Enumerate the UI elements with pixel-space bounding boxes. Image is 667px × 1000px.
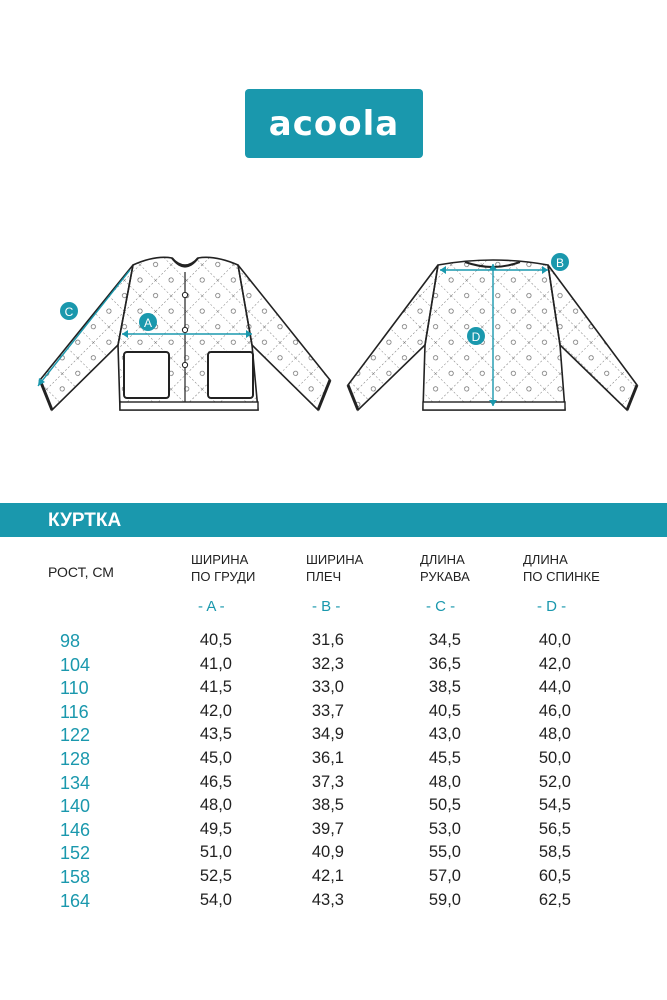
measure-a-value: 52,5	[199, 867, 232, 885]
table-row	[0, 773, 667, 797]
measure-c-value: 55,0	[428, 843, 461, 862]
measure-c-value: 59,0	[428, 890, 461, 909]
marker-c	[60, 302, 78, 320]
svg-text:B: B	[555, 256, 565, 270]
table-row	[0, 796, 667, 820]
letter-b: - B -	[312, 598, 341, 615]
jacket-back	[348, 260, 637, 410]
measure-c-value: 50,5	[428, 796, 461, 815]
title-bar	[0, 503, 667, 537]
measure-a-value: 46,5	[199, 772, 232, 791]
measure-d-value: 42,0	[538, 654, 571, 673]
measure-c-value: 43,0	[428, 725, 461, 744]
height-value: 104	[60, 654, 91, 675]
height-value: 98	[60, 631, 81, 651]
height-value: 146	[60, 819, 91, 840]
measure-d-value: 48,0	[538, 725, 571, 744]
measure-c-value: 34,5	[428, 631, 461, 649]
letter-d: - D -	[537, 598, 567, 615]
height-value: 128	[60, 749, 91, 769]
header-back: ДЛИНА ПО СПИНКЕ	[523, 552, 600, 584]
measure-c-value: 48,0	[428, 772, 461, 791]
measure-d-value: 44,0	[538, 678, 571, 697]
marker-a	[139, 313, 157, 331]
table-row	[0, 725, 667, 749]
measure-b-value: 33,0	[311, 678, 344, 697]
measure-a-value: 45,0	[199, 749, 232, 767]
measure-b-value: 31,6	[311, 631, 344, 649]
height-value: 158	[60, 867, 91, 887]
measure-b-value: 33,7	[311, 701, 344, 720]
measure-a-value: 41,0	[199, 654, 232, 673]
height-value: 116	[60, 701, 89, 722]
measure-c-value: 38,5	[428, 678, 461, 697]
svg-text:A: A	[143, 316, 153, 330]
jacket-front	[38, 257, 330, 410]
measure-a-value: 51,0	[199, 843, 232, 862]
measure-b-value: 32,3	[311, 654, 344, 673]
measure-b-value: 37,3	[311, 772, 344, 791]
measure-c-value: 40,5	[428, 701, 461, 720]
jacket-diagram	[0, 240, 667, 430]
table-row	[0, 749, 667, 773]
measure-a-value: 48,0	[199, 796, 232, 815]
svg-text:C: C	[64, 305, 74, 319]
height-value: 122	[60, 725, 91, 746]
height-value: 152	[60, 843, 91, 864]
measure-b-value: 38,5	[311, 796, 344, 815]
page-title: КУРТКА	[48, 510, 122, 531]
table-row	[0, 820, 667, 844]
measure-d-value: 40,0	[538, 631, 571, 649]
letter-a: - A -	[198, 598, 225, 615]
table-row	[0, 843, 667, 867]
table-row	[0, 631, 667, 655]
measure-b-value: 42,1	[311, 867, 344, 885]
height-value: 164	[60, 890, 91, 911]
table-row	[0, 655, 667, 679]
table-row	[0, 702, 667, 726]
measure-b-value: 36,1	[311, 749, 344, 767]
header-shoulders: ШИРИНА ПЛЕЧ	[306, 552, 364, 584]
svg-text:D: D	[471, 330, 481, 344]
measure-d-value: 52,0	[538, 772, 571, 791]
letter-c: - C -	[426, 598, 456, 615]
measure-d-value: 60,5	[538, 867, 571, 885]
measure-c-value: 53,0	[428, 819, 461, 838]
measure-a-value: 42,0	[199, 701, 232, 720]
measure-d-value: 58,5	[538, 843, 571, 862]
measure-b-value: 39,7	[311, 819, 344, 838]
measure-a-value: 54,0	[199, 890, 232, 909]
height-value: 140	[60, 796, 91, 817]
brand-logo-text: acoola	[268, 103, 400, 144]
measure-a-value: 49,5	[199, 819, 232, 838]
marker-d	[467, 327, 485, 345]
table-row	[0, 678, 667, 702]
header-height: РОСТ, СМ	[48, 564, 114, 580]
height-value: 134	[60, 772, 91, 793]
measure-d-value: 46,0	[538, 701, 571, 720]
header-sleeve: ДЛИНА РУКАВА	[420, 552, 470, 584]
measure-c-value: 57,0	[428, 867, 461, 885]
measure-a-value: 40,5	[199, 631, 232, 649]
measure-c-value: 36,5	[428, 654, 461, 673]
measure-c-value: 45,5	[428, 749, 461, 767]
height-value: 110	[60, 678, 89, 699]
measure-b-value: 40,9	[311, 843, 344, 862]
table-row	[0, 891, 667, 915]
measure-d-value: 50,0	[538, 749, 571, 767]
header-chest: ШИРИНА ПО ГРУДИ	[191, 552, 256, 584]
measure-a-value: 43,5	[199, 725, 232, 744]
measure-d-value: 54,5	[538, 796, 571, 815]
measure-d-value: 56,5	[538, 819, 571, 838]
measure-b-value: 43,3	[311, 890, 344, 909]
marker-b	[551, 253, 569, 271]
brand-logo	[245, 89, 423, 158]
measure-a-value: 41,5	[199, 678, 232, 697]
measure-d-value: 62,5	[538, 890, 571, 909]
measure-b-value: 34,9	[311, 725, 344, 744]
table-row	[0, 867, 667, 891]
